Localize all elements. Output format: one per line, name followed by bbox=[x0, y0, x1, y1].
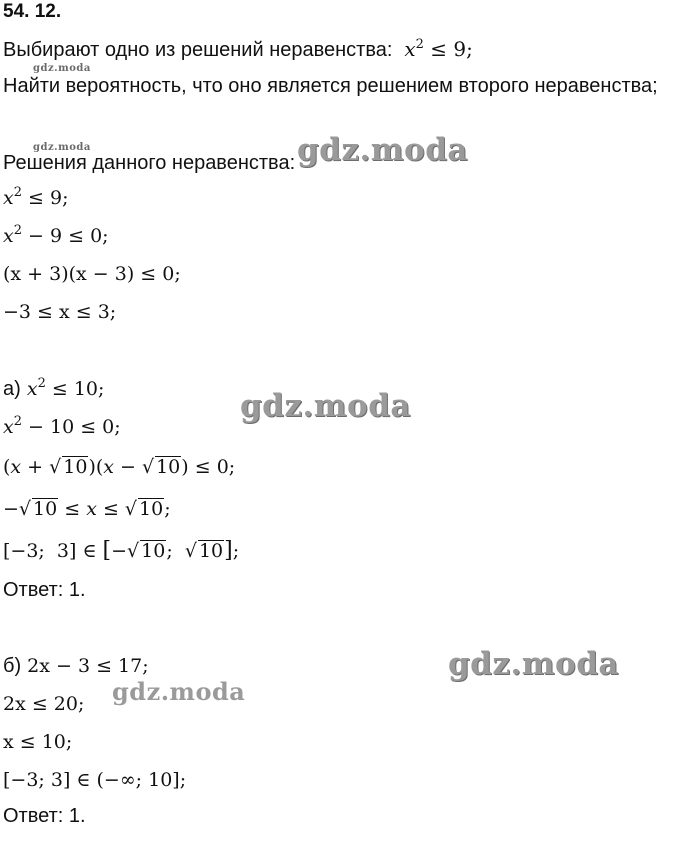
statement-rest: ≤ 9; bbox=[423, 37, 473, 61]
part-b-line-2: 2x ≤ 20; bbox=[3, 693, 85, 715]
watermark-large: gdz.moda bbox=[240, 388, 411, 424]
part-a-line-2: $x^2 - 10 \le 0$; bbox=[3, 414, 121, 438]
statement-exp: 2 bbox=[415, 37, 424, 52]
part-b-line-1: б) 2x − 3 ≤ 17; bbox=[3, 655, 149, 677]
part-a-answer: Ответ: 1. bbox=[3, 579, 86, 601]
problem-task: Найти вероятность, что оно является решением второго неравенства; bbox=[3, 75, 658, 97]
part-b-answer: Ответ: 1. bbox=[3, 805, 86, 827]
part-a-line-4: −√ 10 ≤ x ≤ √ 10; bbox=[3, 498, 171, 520]
part-a-line-3: (x + √ 10)(x − √ 10) ≤ 0; bbox=[3, 456, 236, 478]
watermark-medium: gdz.moda bbox=[112, 677, 246, 706]
part-a-line-1: а) $x^2 \le 10$; bbox=[3, 376, 105, 400]
part-b-line-3: x ≤ 10; bbox=[3, 731, 73, 753]
base-line-1: $x^2 \le 9$; bbox=[3, 185, 69, 209]
watermark-large: gdz.moda bbox=[297, 132, 468, 168]
watermark-small: gdz.moda bbox=[33, 142, 91, 153]
watermark-small: gdz.moda bbox=[33, 63, 91, 74]
statement-text: Выбирают одно из решений неравенства: bbox=[3, 39, 393, 61]
statement-var: x bbox=[404, 37, 416, 61]
watermark-large: gdz.moda bbox=[448, 646, 619, 682]
problem-number: 54. 12. bbox=[3, 1, 62, 22]
part-b-line-4: [−3; 3] ∈ (−∞; 10]; bbox=[3, 769, 187, 791]
base-line-4: −3 ≤ x ≤ 3; bbox=[3, 301, 117, 323]
part-a-line-5: [−3; 3] ∈ [−√ 10; √ 10]; bbox=[3, 538, 240, 563]
base-line-2: $x^2 - 9 \le 0$; bbox=[3, 223, 109, 247]
base-line-3: (x + 3)(x − 3) ≤ 0; bbox=[3, 263, 181, 285]
base-heading: Решения данного неравенства: bbox=[3, 152, 296, 174]
problem-statement bbox=[3, 37, 473, 62]
